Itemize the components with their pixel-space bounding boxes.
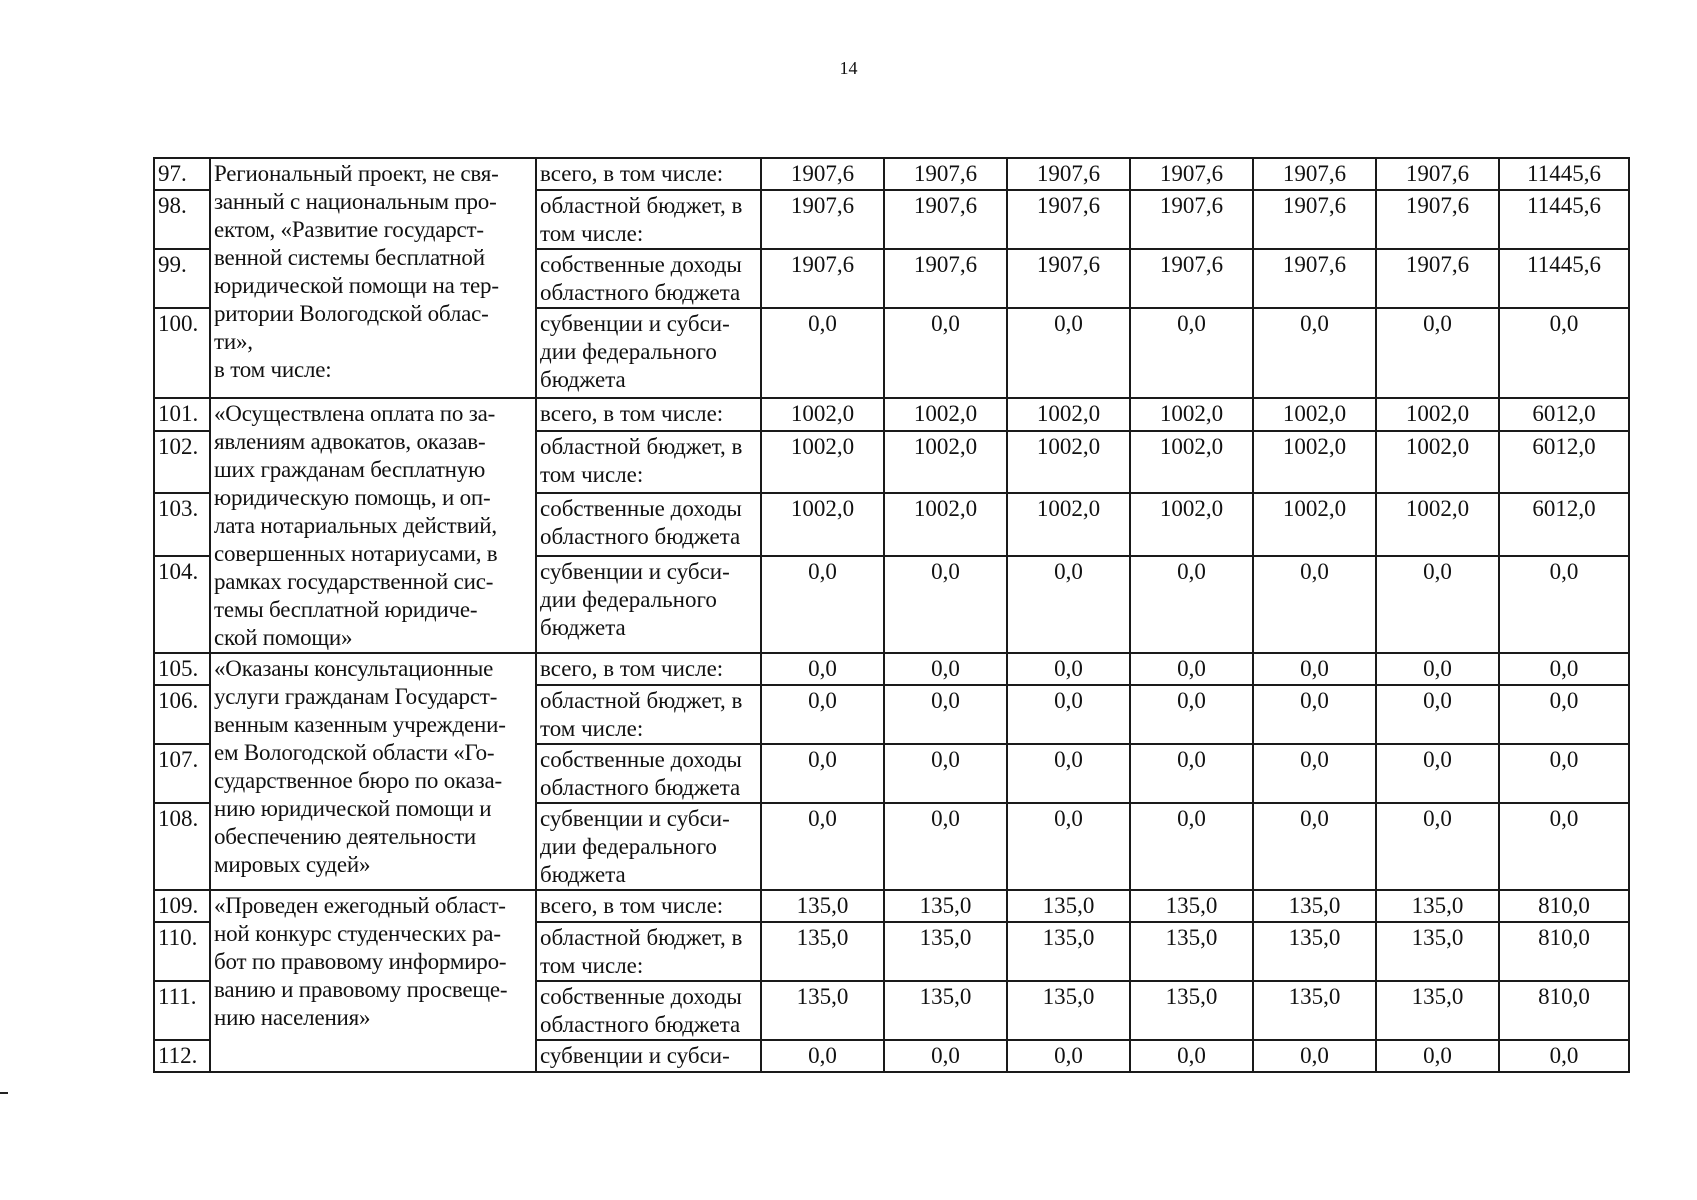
year-value: 0,0 bbox=[761, 744, 884, 803]
table-row bbox=[154, 398, 1629, 431]
year-value: 0,0 bbox=[761, 685, 884, 744]
year-value: 0,0 bbox=[761, 1040, 884, 1072]
year-value: 1907,6 bbox=[1253, 249, 1376, 308]
year-value: 0,0 bbox=[1376, 653, 1499, 685]
year-value: 1907,6 bbox=[761, 190, 884, 249]
total-value: 0,0 bbox=[1499, 803, 1629, 890]
year-value: 1907,6 bbox=[1376, 158, 1499, 190]
row-number: 102. bbox=[154, 431, 210, 493]
year-value: 135,0 bbox=[884, 922, 1007, 981]
budget-table-body bbox=[154, 158, 1629, 1072]
funding-source-label: областной бюджет, в том числе: bbox=[536, 922, 761, 981]
year-value: 0,0 bbox=[1376, 308, 1499, 398]
year-value: 1907,6 bbox=[1007, 249, 1130, 308]
table-row bbox=[154, 653, 1629, 685]
year-value: 0,0 bbox=[884, 685, 1007, 744]
year-value: 1002,0 bbox=[1376, 431, 1499, 493]
year-value: 1002,0 bbox=[1253, 398, 1376, 431]
year-value: 1002,0 bbox=[1130, 398, 1253, 431]
year-value: 1002,0 bbox=[761, 398, 884, 431]
funding-source-label: всего, в том числе: bbox=[536, 890, 761, 922]
year-value: 1002,0 bbox=[1130, 493, 1253, 555]
table-row bbox=[154, 890, 1629, 922]
year-value: 0,0 bbox=[1253, 744, 1376, 803]
total-value: 0,0 bbox=[1499, 685, 1629, 744]
funding-source-label: собственные доходы областного бюджета bbox=[536, 981, 761, 1040]
year-value: 0,0 bbox=[884, 653, 1007, 685]
funding-source-label: собственные доходы областного бюджета bbox=[536, 744, 761, 803]
funding-source-label: субвенции и субси- bbox=[536, 1040, 761, 1072]
year-value: 1002,0 bbox=[1253, 431, 1376, 493]
year-value: 135,0 bbox=[1253, 922, 1376, 981]
year-value: 0,0 bbox=[1007, 653, 1130, 685]
row-number: 109. bbox=[154, 890, 210, 922]
row-number: 98. bbox=[154, 190, 210, 249]
total-value: 810,0 bbox=[1499, 922, 1629, 981]
row-number: 100. bbox=[154, 308, 210, 398]
year-value: 0,0 bbox=[1130, 803, 1253, 890]
year-value: 0,0 bbox=[1130, 308, 1253, 398]
year-value: 1002,0 bbox=[884, 398, 1007, 431]
year-value: 0,0 bbox=[884, 744, 1007, 803]
year-value: 0,0 bbox=[884, 308, 1007, 398]
year-value: 135,0 bbox=[1130, 981, 1253, 1040]
year-value: 0,0 bbox=[761, 308, 884, 398]
year-value: 135,0 bbox=[1007, 890, 1130, 922]
year-value: 0,0 bbox=[1253, 803, 1376, 890]
total-value: 0,0 bbox=[1499, 308, 1629, 398]
activity-description: Региональный проект, не свя- занный с национальным про- ектом, «Развитие государст- венной системы бесплатной юридической помощи на тер- ритории Вологодской облас- ти», в том числе: bbox=[210, 158, 536, 398]
year-value: 135,0 bbox=[1376, 981, 1499, 1040]
year-value: 135,0 bbox=[1376, 890, 1499, 922]
total-value: 11445,6 bbox=[1499, 249, 1629, 308]
year-value: 135,0 bbox=[761, 981, 884, 1040]
year-value: 0,0 bbox=[1376, 803, 1499, 890]
row-number: 106. bbox=[154, 685, 210, 744]
year-value: 0,0 bbox=[1007, 556, 1130, 653]
year-value: 1002,0 bbox=[1376, 493, 1499, 555]
table-row bbox=[154, 158, 1629, 190]
funding-source-label: всего, в том числе: bbox=[536, 653, 761, 685]
year-value: 135,0 bbox=[884, 981, 1007, 1040]
total-value: 6012,0 bbox=[1499, 431, 1629, 493]
year-value: 1002,0 bbox=[1007, 493, 1130, 555]
total-value: 0,0 bbox=[1499, 744, 1629, 803]
year-value: 0,0 bbox=[884, 803, 1007, 890]
year-value: 1907,6 bbox=[761, 249, 884, 308]
year-value: 0,0 bbox=[1130, 744, 1253, 803]
year-value: 135,0 bbox=[761, 890, 884, 922]
year-value: 1907,6 bbox=[1130, 190, 1253, 249]
total-value: 0,0 bbox=[1499, 1040, 1629, 1072]
total-value: 0,0 bbox=[1499, 556, 1629, 653]
funding-source-label: субвенции и субси-дии федерального бюджета bbox=[536, 308, 761, 398]
year-value: 135,0 bbox=[884, 890, 1007, 922]
year-value: 0,0 bbox=[1007, 685, 1130, 744]
year-value: 1002,0 bbox=[1253, 493, 1376, 555]
page-number: 14 bbox=[839, 58, 858, 78]
year-value: 0,0 bbox=[1130, 653, 1253, 685]
year-value: 0,0 bbox=[1007, 1040, 1130, 1072]
year-value: 135,0 bbox=[1007, 981, 1130, 1040]
year-value: 0,0 bbox=[1376, 744, 1499, 803]
year-value: 1907,6 bbox=[1376, 190, 1499, 249]
year-value: 1907,6 bbox=[1007, 158, 1130, 190]
funding-source-label: всего, в том числе: bbox=[536, 398, 761, 431]
year-value: 1907,6 bbox=[884, 158, 1007, 190]
year-value: 1907,6 bbox=[1376, 249, 1499, 308]
funding-source-label: всего, в том числе: bbox=[536, 158, 761, 190]
year-value: 0,0 bbox=[1007, 308, 1130, 398]
year-value: 0,0 bbox=[1253, 556, 1376, 653]
activity-description: «Осуществлена оплата по за- явлениям адвокатов, оказав- ших гражданам бесплатную юридическую помощь, и оп- лата нотариальных действий, совершенных нотариусами, в рамках государственной сис- темы бесплатной юридиче- ской помощи» bbox=[210, 398, 536, 653]
year-value: 0,0 bbox=[761, 803, 884, 890]
row-number: 104. bbox=[154, 556, 210, 653]
year-value: 0,0 bbox=[1130, 685, 1253, 744]
year-value: 135,0 bbox=[1130, 922, 1253, 981]
total-value: 810,0 bbox=[1499, 981, 1629, 1040]
row-number: 110. bbox=[154, 922, 210, 981]
year-value: 0,0 bbox=[1007, 744, 1130, 803]
year-value: 1907,6 bbox=[1130, 158, 1253, 190]
row-number: 107. bbox=[154, 744, 210, 803]
year-value: 1002,0 bbox=[884, 493, 1007, 555]
year-value: 0,0 bbox=[1253, 308, 1376, 398]
year-value: 135,0 bbox=[761, 922, 884, 981]
year-value: 0,0 bbox=[1130, 556, 1253, 653]
row-number: 97. bbox=[154, 158, 210, 190]
funding-source-label: собственные доходы областного бюджета bbox=[536, 249, 761, 308]
year-value: 1002,0 bbox=[1130, 431, 1253, 493]
total-value: 6012,0 bbox=[1499, 493, 1629, 555]
year-value: 0,0 bbox=[1130, 1040, 1253, 1072]
total-value: 11445,6 bbox=[1499, 158, 1629, 190]
year-value: 0,0 bbox=[1253, 1040, 1376, 1072]
funding-source-label: субвенции и субси-дии федерального бюджета bbox=[536, 556, 761, 653]
year-value: 1002,0 bbox=[761, 431, 884, 493]
activity-description: «Оказаны консультационные услуги гражданам Государст- венным казенным учреждени- ем Вологодской области «Го- сударственное бюро по оказа- нию юридической помощи и обеспечению деятельности мировых судей» bbox=[210, 653, 536, 890]
year-value: 135,0 bbox=[1007, 922, 1130, 981]
year-value: 1907,6 bbox=[884, 190, 1007, 249]
row-number: 108. bbox=[154, 803, 210, 890]
row-number: 111. bbox=[154, 981, 210, 1040]
funding-source-label: областной бюджет, в том числе: bbox=[536, 685, 761, 744]
year-value: 1907,6 bbox=[1007, 190, 1130, 249]
year-value: 0,0 bbox=[1253, 685, 1376, 744]
year-value: 1002,0 bbox=[1007, 431, 1130, 493]
funding-source-label: собственные доходы областного бюджета bbox=[536, 493, 761, 555]
year-value: 0,0 bbox=[1007, 803, 1130, 890]
year-value: 1002,0 bbox=[1376, 398, 1499, 431]
funding-source-label: областной бюджет, в том числе: bbox=[536, 190, 761, 249]
year-value: 1907,6 bbox=[1253, 190, 1376, 249]
year-value: 1907,6 bbox=[761, 158, 884, 190]
year-value: 1907,6 bbox=[884, 249, 1007, 308]
year-value: 0,0 bbox=[1376, 685, 1499, 744]
row-number: 112. bbox=[154, 1040, 210, 1072]
funding-source-label: субвенции и субси-дии федерального бюджета bbox=[536, 803, 761, 890]
year-value: 135,0 bbox=[1376, 922, 1499, 981]
row-number: 105. bbox=[154, 653, 210, 685]
year-value: 1002,0 bbox=[761, 493, 884, 555]
budget-table bbox=[153, 157, 1630, 1073]
year-value: 1002,0 bbox=[1007, 398, 1130, 431]
year-value: 135,0 bbox=[1253, 981, 1376, 1040]
year-value: 1907,6 bbox=[1130, 249, 1253, 308]
year-value: 0,0 bbox=[1376, 556, 1499, 653]
year-value: 0,0 bbox=[1376, 1040, 1499, 1072]
year-value: 135,0 bbox=[1253, 890, 1376, 922]
total-value: 0,0 bbox=[1499, 653, 1629, 685]
total-value: 11445,6 bbox=[1499, 190, 1629, 249]
year-value: 0,0 bbox=[761, 653, 884, 685]
year-value: 1907,6 bbox=[1253, 158, 1376, 190]
margin-mark bbox=[0, 1092, 8, 1094]
year-value: 135,0 bbox=[1130, 890, 1253, 922]
total-value: 6012,0 bbox=[1499, 398, 1629, 431]
year-value: 0,0 bbox=[884, 1040, 1007, 1072]
row-number: 99. bbox=[154, 249, 210, 308]
year-value: 0,0 bbox=[1253, 653, 1376, 685]
year-value: 1002,0 bbox=[884, 431, 1007, 493]
funding-source-label: областной бюджет, в том числе: bbox=[536, 431, 761, 493]
year-value: 0,0 bbox=[884, 556, 1007, 653]
year-value: 0,0 bbox=[761, 556, 884, 653]
total-value: 810,0 bbox=[1499, 890, 1629, 922]
row-number: 103. bbox=[154, 493, 210, 555]
row-number: 101. bbox=[154, 398, 210, 431]
activity-description: «Проведен ежегодный област- ной конкурс студенческих ра- бот по правовому информиро- ванию и правовому просвеще- нию населения» bbox=[210, 890, 536, 1072]
